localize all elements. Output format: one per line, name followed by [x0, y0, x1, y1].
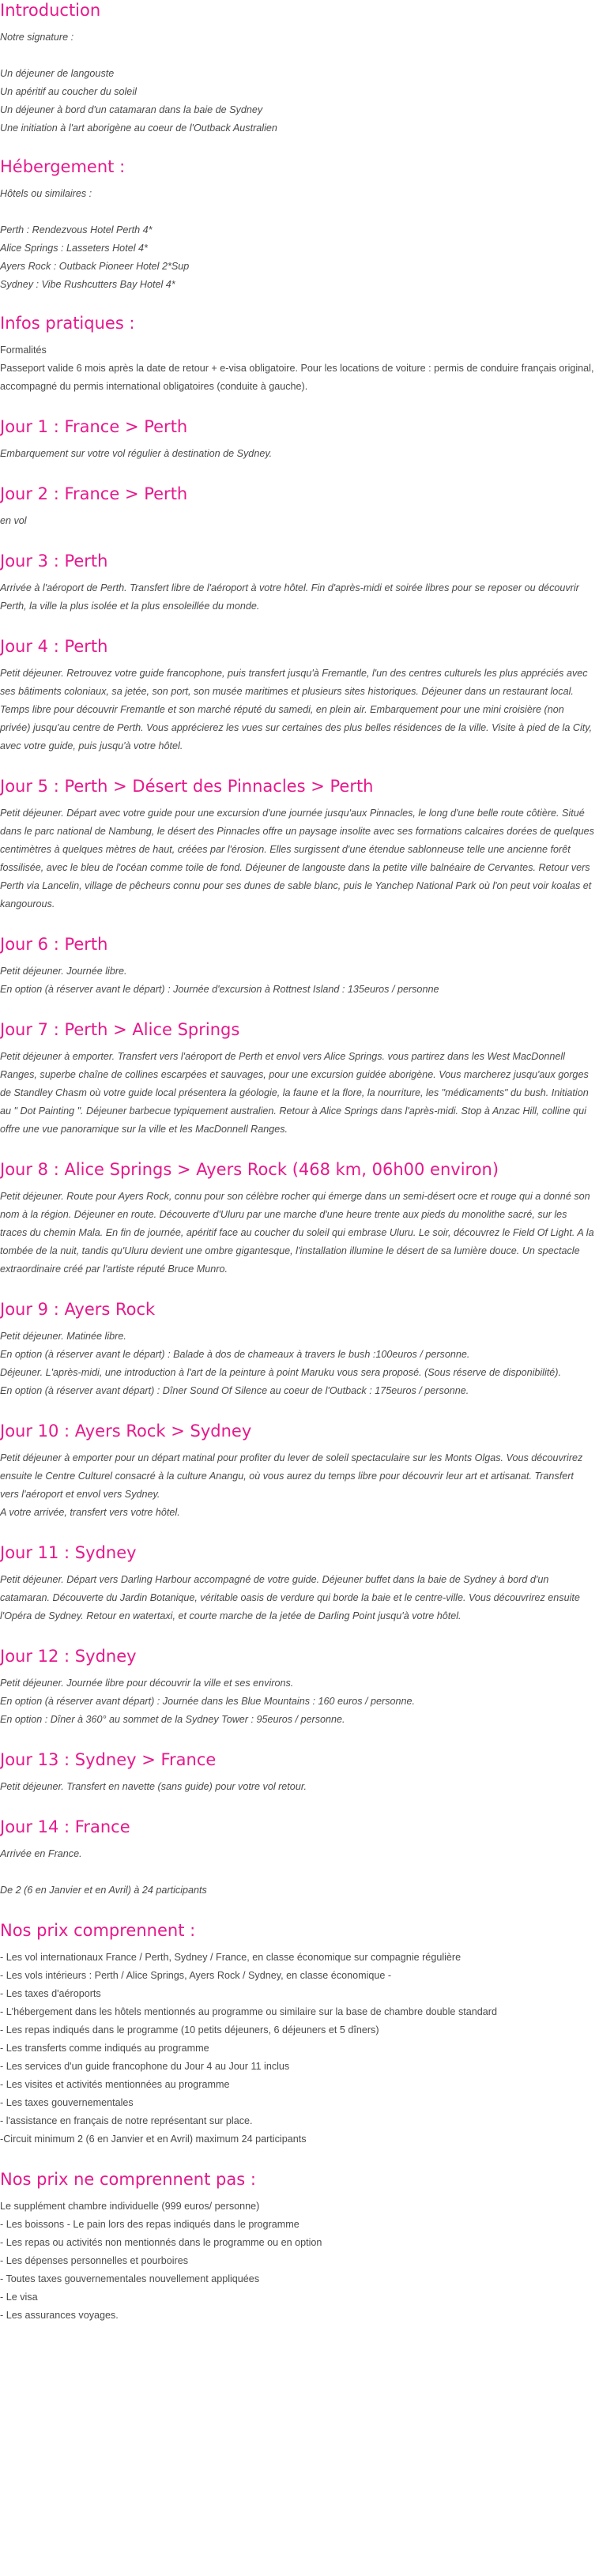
text-line: Ayers Rock : Outback Pioneer Hotel 2*Sup	[0, 261, 190, 272]
section-title: Jour 1 : France > Perth	[0, 417, 188, 436]
section-title: Jour 5 : Perth > Désert des Pinnacles > Perth	[0, 777, 374, 796]
section-title: Infos pratiques :	[0, 314, 135, 333]
text-line: Petit déjeuner. Départ avec votre guide pour une excursion d'une journée jusqu'aux Pinnacles, le long d'une belle route côtière. Situé dans le parc national de Nambung, le désert des Pinnacles offre un paysage insolite avec ses formations calcaires dorées de quelques centimètres à quelques mètres de haut, créées par l'érosion. Elles surgissent d'une étendue sablonneuse telle une ancienne forêt fossilisée, avec le bleu de l'océan comme toile de fond. Déjeuner de langouste dans la petite ville balnéaire de Cervantes. Retour vers Perth via Lancelin, village de pêcheurs connu pour ses dunes de sable blanc, puis le Yanchep National Park où l'on peut voir koalas et kangourous.	[0, 808, 594, 910]
text-line: - Les boissons - Le pain lors des repas indiqués dans le programme	[0, 2219, 300, 2230]
section-body	[0, 665, 594, 755]
section-title: Introduction	[0, 1, 101, 20]
section-body	[0, 1048, 594, 1139]
section-body	[0, 341, 594, 396]
section-body	[0, 185, 594, 294]
text-line: Perth : Rendezvous Hotel Perth 4*	[0, 224, 153, 235]
section-title: Jour 11 : Sydney	[0, 1543, 137, 1562]
text-line: Arrivée en France.	[0, 1848, 82, 1859]
section-title: Hébergement :	[0, 157, 126, 176]
text-line	[0, 1863, 594, 1881]
text-line: Petit déjeuner à emporter pour un départ matinal pour profiter du lever de soleil spectaculaire sur les Monts Olgas. Vous découvrirez ensuite le Centre Culturel consacré à la culture Anangu, où vous aurez du temps libre pour découvrir leur art et artisanat. Transfert vers l'aéroport et envol vers Sydney.	[0, 1452, 583, 1500]
section-body	[0, 579, 594, 616]
text-line: Hôtels ou similaires :	[0, 188, 92, 199]
text-line: En option (à réserver avant le départ) : Journée d'excursion à Rottnest Island : 135euros / personne	[0, 984, 439, 995]
section-body	[0, 1328, 594, 1400]
section-title: Jour 8 : Alice Springs > Ayers Rock (468 km, 06h00 environ)	[0, 1160, 499, 1179]
section-body	[0, 1949, 594, 2149]
section-hebergement	[0, 156, 594, 313]
text-line: Formalités	[0, 345, 47, 356]
section-title: Nos prix ne comprennent pas :	[0, 2170, 256, 2189]
section-day-5	[0, 776, 594, 934]
section-title: Jour 4 : Perth	[0, 637, 108, 656]
section-day-4	[0, 636, 594, 776]
section-body	[0, 1188, 594, 1279]
text-line: - Les services d'un guide francophone du Jour 4 au Jour 11 inclus	[0, 2061, 290, 2072]
section-body	[0, 2198, 594, 2325]
text-line: En option (à réserver avant départ) : Journée dans les Blue Mountains : 160 euros / personne.	[0, 1696, 416, 1707]
section-body	[0, 512, 594, 530]
text-line: - Les vols intérieurs : Perth / Alice Springs, Ayers Rock / Sydney, en classe économique -	[0, 1970, 392, 1981]
text-line: En option (à réserver avant départ) : Dîner Sound Of Silence au coeur de l'Outback : 175euros / personne.	[0, 1385, 469, 1396]
text-line: Petit déjeuner. Départ vers Darling Harbour accompagné de votre guide. Déjeuner buffet dans la baie de Sydney à bord d'un catamaran. Découverte du Jardin Botanique, véritable oasis de verdure qui borde la baie et le centre-ville. Vous découvrirez ensuite l'Opéra de Sydney. Retour en watertaxi, et courte marche de la jetée de Darling Point jusqu'à votre hôtel.	[0, 1574, 580, 1621]
section-body	[0, 1674, 594, 1729]
section-day-9	[0, 1299, 594, 1421]
section-day-13	[0, 1749, 594, 1817]
text-line: -Circuit minimum 2 (6 en Janvier et en Avril) maximum 24 participants	[0, 2133, 307, 2145]
text-line: - Les dépenses personnelles et pourboires	[0, 2255, 189, 2266]
section-day-14	[0, 1817, 594, 1920]
text-line: - Toutes taxes gouvernementales nouvellement appliquées	[0, 2273, 260, 2284]
text-line: - Les repas ou activités non mentionnés dans le programme ou en option	[0, 2237, 322, 2248]
section-body	[0, 962, 594, 999]
section-day-3	[0, 551, 594, 636]
section-day-7	[0, 1019, 594, 1159]
section-day-8	[0, 1159, 594, 1299]
text-line: Petit déjeuner. Retrouvez votre guide francophone, puis transfert jusqu'à Fremantle, l'un des centres culturels les plus appréciés avec ses bâtiments coloniaux, sa jetée, son port, son musée maritimes et plusieurs sites historiques. Déjeuner dans un restaurant local. Temps libre pour découvrir Fremantle et son marché réputé du samedi, en plein air. Embarquement pour une mini croisière (non privée) jusqu'au centre de Perth. Vous apprécierez les vues sur certaines des plus belles résidences de la ville. Visite à pied de la City, avec votre guide, puis jusqu'à votre hôtel.	[0, 668, 593, 751]
text-line: De 2 (6 en Janvier et en Avril) à 24 participants	[0, 1885, 207, 1896]
section-title: Jour 10 : Ayers Rock > Sydney	[0, 1422, 252, 1441]
section-title: Jour 14 : France	[0, 1817, 130, 1836]
text-line: - Les taxes gouvernementales	[0, 2097, 134, 2108]
text-line	[0, 203, 594, 221]
text-line: - Les taxes d'aéroports	[0, 1988, 101, 1999]
text-line: Un déjeuner à bord d'un catamaran dans la baie de Sydney	[0, 104, 263, 115]
text-line: A votre arrivée, transfert vers votre hôtel.	[0, 1507, 180, 1518]
text-line: Notre signature :	[0, 32, 74, 43]
text-line: - L'hébergement dans les hôtels mentionnés au programme ou similaire sur la base de chambre double standard	[0, 2006, 497, 2017]
section-prix-ne-comprennent-pas	[0, 2169, 594, 2325]
text-line: Déjeuner. L'après-midi, une introduction à l'art de la peinture à point Maruku vous sera proposé. (Sous réserve de disponibilité).	[0, 1367, 561, 1378]
section-introduction	[0, 0, 594, 156]
text-line: En option : Dîner à 360° au sommet de la Sydney Tower : 95euros / personne.	[0, 1714, 345, 1725]
section-title: Jour 6 : Perth	[0, 935, 108, 954]
section-day-10	[0, 1421, 594, 1542]
section-title: Jour 12 : Sydney	[0, 1647, 137, 1666]
text-line: Arrivée à l'aéroport de Perth. Transfert libre de l'aéroport à votre hôtel. Fin d'après-midi et soirée libres pour se reposer ou découvrir Perth, la ville la plus isolée et la plus ensoleillée du monde.	[0, 582, 579, 612]
section-day-12	[0, 1646, 594, 1749]
section-body	[0, 28, 594, 137]
text-line: Petit déjeuner. Journée libre pour découvrir la ville et ses environs.	[0, 1678, 294, 1689]
text-line: Petit déjeuner. Matinée libre.	[0, 1331, 126, 1342]
text-line: Petit déjeuner. Journée libre.	[0, 966, 127, 977]
section-day-1	[0, 416, 594, 484]
section-infos	[0, 313, 594, 416]
section-title: Jour 7 : Perth > Alice Springs	[0, 1020, 240, 1039]
section-title: Jour 2 : France > Perth	[0, 484, 188, 503]
section-prix-comprennent	[0, 1920, 594, 2169]
text-line: Un déjeuner de langouste	[0, 68, 115, 79]
text-line: Un apéritif au coucher du soleil	[0, 86, 137, 97]
text-line: Petit déjeuner à emporter. Transfert vers l'aéroport de Perth et envol vers Alice Springs. vous partirez dans les West MacDonnell Ranges, superbe chaîne de collines escarpées et sauvages, pour une excursion guidée aborigène. Vous marcherez jusqu'aux gorges de Standley Chasm où votre guide local présentera la géologie, la faune et la flore, la nourriture, les "médicaments" du bush. Initiation au " Dot Painting ". Déjeuner barbecue typiquement australien. Retour à Alice Springs dans l'après-midi. Stop à Anzac Hill, colline qui offre une vue panoramique sur la ville et les MacDonnell Ranges.	[0, 1051, 589, 1135]
section-title: Jour 3 : Perth	[0, 552, 108, 571]
text-line	[0, 47, 594, 65]
text-line: En option (à réserver avant le départ) : Balade à dos de chameaux à travers le bush :100euros / personne.	[0, 1349, 470, 1360]
text-line: Petit déjeuner. Route pour Ayers Rock, connu pour son célèbre rocher qui émerge dans un semi-désert ocre et rouge qui a donné son nom à la région. Déjeuner en route. Découverte d'Uluru par une marche d'une heure trente aux pieds du monolithe sacré, sur les traces du chemin Mala. En fin de journée, apéritif face au coucher du soleil qui embrase Uluru. Le soir, découvrez le Field Of Light. A la tombée de la nuit, tandis qu'Uluru devient une ombre gigantesque, l'installation illumine le désert de sa lumière douce. Un spectacle extraordinaire créé par l'artiste réputé Bruce Munro.	[0, 1191, 594, 1275]
text-line: - Les vol internationaux France / Perth, Sydney / France, en classe économique sur compagnie régulière	[0, 1952, 461, 1963]
text-line: - Les repas indiqués dans le programme (10 petits déjeuners, 6 déjeuners et 5 dîners)	[0, 2024, 379, 2036]
text-line: - Les visites et activités mentionnées au programme	[0, 2079, 230, 2090]
section-body	[0, 1778, 594, 1796]
text-line: Alice Springs : Lasseters Hotel 4*	[0, 243, 148, 254]
text-line: - l'assistance en français de notre représentant sur place.	[0, 2115, 253, 2126]
section-day-6	[0, 934, 594, 1019]
text-line: - Les transferts comme indiqués au programme	[0, 2043, 209, 2054]
section-body	[0, 445, 594, 463]
text-line: en vol	[0, 515, 27, 526]
text-line: Le supplément chambre individuelle (999 euros/ personne)	[0, 2201, 260, 2212]
section-title: Jour 13 : Sydney > France	[0, 1750, 217, 1769]
text-line: - Le visa	[0, 2292, 38, 2303]
section-body	[0, 1449, 594, 1522]
text-line: - Les assurances voyages.	[0, 2310, 119, 2321]
text-line: Sydney : Vibe Rushcutters Bay Hotel 4*	[0, 279, 175, 290]
section-title: Nos prix comprennent :	[0, 1921, 196, 1940]
section-body	[0, 1845, 594, 1900]
section-body	[0, 804, 594, 913]
text-line: Embarquement sur votre vol régulier à destination de Sydney.	[0, 448, 273, 459]
section-day-2	[0, 484, 594, 551]
text-line: Petit déjeuner. Transfert en navette (sans guide) pour votre vol retour.	[0, 1781, 307, 1792]
text-line: Une initiation à l'art aborigène au coeur de l'Outback Australien	[0, 122, 277, 134]
text-line: Passeport valide 6 mois après la date de retour + e-visa obligatoire. Pour les locations de voiture : permis de conduire français original, accompagné du permis international obligatoires (conduite à gauche).	[0, 363, 594, 392]
section-title: Jour 9 : Ayers Rock	[0, 1300, 156, 1319]
section-body	[0, 1571, 594, 1625]
section-day-11	[0, 1542, 594, 1646]
